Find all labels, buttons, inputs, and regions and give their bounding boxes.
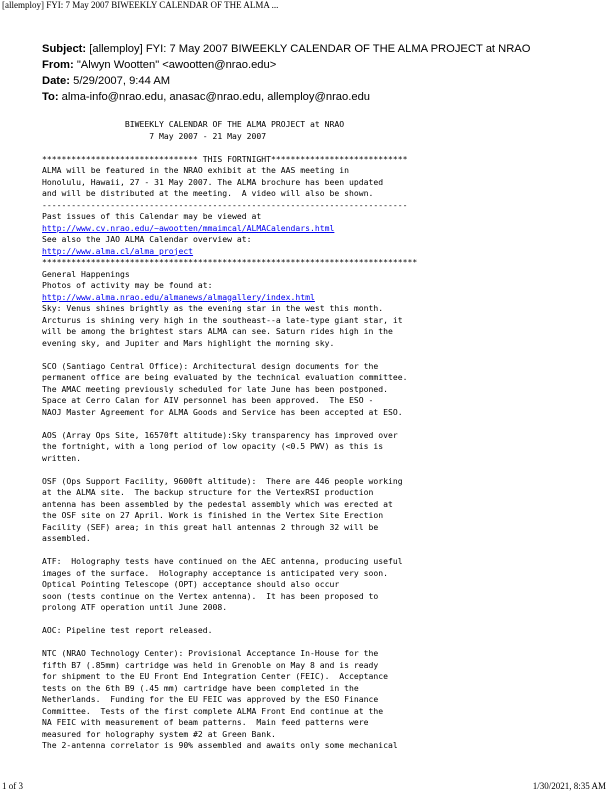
body-line: for shipment to the EU Front End Integration Center (FEIC). Acceptance (42, 671, 388, 681)
body-line: Optical Pointing Telescope (OPT) acceptance should also occur (42, 579, 340, 589)
body-line (42, 614, 417, 626)
body-line: OSF (Ops Support Facility, 9600ft altitude): There are 446 people working (42, 475, 403, 486)
body-line: Arcturus is shining very high in the southeast--a late-type giant star, it (42, 314, 403, 325)
body-line: Committee. Tests of the first complete ALMA Front End continue at the (42, 705, 384, 716)
body-link[interactable]: http://www.alma.cl/alma_project (42, 245, 194, 256)
body-line: BIWEEKLY CALENDAR OF THE ALMA PROJECT at NRAO (42, 119, 345, 129)
to-label: To: (42, 91, 59, 103)
body-line: See also the JAO ALMA Calendar overview at: (42, 234, 252, 244)
body-line: images of the surface. Holography acceptance is anticipated very soon. (42, 567, 388, 578)
body-line: written. (42, 452, 81, 463)
body-line: AOS (Array Ops Site, 16570ft altitude):Sky transparency has improved over (42, 429, 398, 440)
body-line: ******************************** THIS FORTNIGHT**************************** (42, 153, 408, 164)
body-line (42, 349, 417, 361)
body-line: the fortnight, with a long period of low opacity (<0.5 PWV) as this is (42, 441, 384, 451)
body-line: Honolulu, Hawaii, 27 - 31 May 2007. The ALMA brochure has been updated (42, 176, 384, 187)
body-line: and will be distributed at the meeting. A video will also be shown. (42, 188, 374, 198)
body-line: SCO (Santiago Central Office): Architectural design documents for the (42, 360, 379, 371)
body-line: evening sky, and Jupiter and Mars highlight the morning sky. (42, 337, 335, 348)
body-line: will be among the brightest stars ALMA can see. Saturn rides high in the (42, 326, 393, 336)
to-row (42, 89, 530, 105)
email-header (42, 41, 530, 105)
body-line: 7 May 2007 - 21 May 2007 (42, 130, 267, 141)
body-line: measured for holography system #2 at Green Bank. (42, 728, 276, 739)
date-row (42, 73, 530, 89)
date-label: Date: (42, 75, 70, 87)
body-link[interactable]: http://www.cv.nrao.edu/~awootten/mmaimcal/ALMACalendars.html (42, 222, 335, 233)
body-line: fifth B7 (.85mm) cartridge was held in Grenoble on May 8 and is ready (42, 659, 379, 670)
body-line: at the ALMA site. The backup structure for the VertexRSI production (42, 487, 374, 497)
from-value: "Alwyn Wootten" <awootten@nrao.edu> (76, 59, 277, 71)
body-line: the OSF site on 27 April. Work is finished in the Vertex Site Erection (42, 510, 384, 520)
body-line: AOC: Pipeline test report released. (42, 625, 213, 635)
body-line: ATF: Holography tests have continued on the AEC antenna, producing useful (42, 556, 403, 566)
subject-value: [allemploy] FYI: 7 May 2007 BIWEEKLY CALENDAR OF THE ALMA PROJECT at NRAO (89, 43, 531, 55)
body-line: Space at Cerro Calan for AIV personnel has been approved. The ESO - (42, 395, 374, 405)
body-line: NTC (NRAO Technology Center): Provisional Acceptance In-House for the (42, 648, 379, 658)
body-line: Netherlands. Funding for the EU FEIC was approved by the ESO Finance (42, 694, 379, 704)
body-line: soon (tests continue on the Vertex antenna). It has been proposed to (42, 590, 379, 601)
body-line: NAOJ Master Agreement for ALMA Goods and Service has been accepted at ESO. (42, 406, 403, 417)
to-value: alma-info@nrao.edu, anasac@nrao.edu, allemploy@nrao.edu (61, 91, 371, 103)
body-line: The 2-antenna correlator is 90% assembled and awaits only some mechanical (42, 740, 398, 750)
body-line: antenna has been assembled by the pedestal assembly which was erected at (42, 498, 393, 509)
body-line: Past issues of this Calendar may be viewed at (42, 211, 262, 221)
message-body (42, 119, 417, 752)
page-header-title: [allemploy] FYI: 7 May 2007 BIWEEKLY CALENDAR OF THE ALMA ... (2, 0, 279, 10)
subject-label: Subject: (42, 43, 87, 55)
body-line (42, 637, 417, 649)
body-link[interactable]: http://www.alma.nrao.edu/almanews/almagallery/index.html (42, 291, 315, 302)
page-number: 1 of 3 (2, 781, 23, 791)
body-line: --------------------------------------------------------------------------- (42, 199, 408, 210)
body-line: assembled. (42, 533, 91, 543)
subject-row (42, 41, 530, 57)
body-line: ***************************************************************************** (42, 257, 418, 267)
body-line (42, 142, 417, 154)
print-timestamp: 1/30/2021, 8:35 AM (532, 781, 606, 791)
body-line: Sky: Venus shines brightly as the evening star in the west this month. (42, 303, 384, 313)
body-line: Photos of activity may be found at: (42, 280, 213, 290)
body-line (42, 545, 417, 557)
date-value: 5/29/2007, 9:44 AM (73, 75, 171, 87)
body-line (42, 418, 417, 430)
body-line: General Happenings (42, 268, 130, 279)
body-line: The AMAC meeting previously scheduled for late June has been postponed. (42, 383, 388, 394)
body-line: Facility (SEF) area; in this great hall antennas 2 through 32 will be (42, 521, 379, 532)
body-line: ALMA will be featured in the NRAO exhibit at the AAS meeting in (42, 165, 349, 175)
body-line (42, 464, 417, 476)
body-line: NA FEIC with measurement of beam patterns. Main feed patterns were (42, 717, 369, 727)
from-label: From: (42, 59, 74, 71)
body-line: permanent office are being evaluated by the technical evaluation committee. (42, 372, 408, 382)
from-row (42, 57, 530, 73)
body-line: prolong ATF operation until June 2008. (42, 602, 228, 612)
body-line: tests on the 6th B9 (.45 mm) cartridge have been completed in the (42, 682, 359, 693)
